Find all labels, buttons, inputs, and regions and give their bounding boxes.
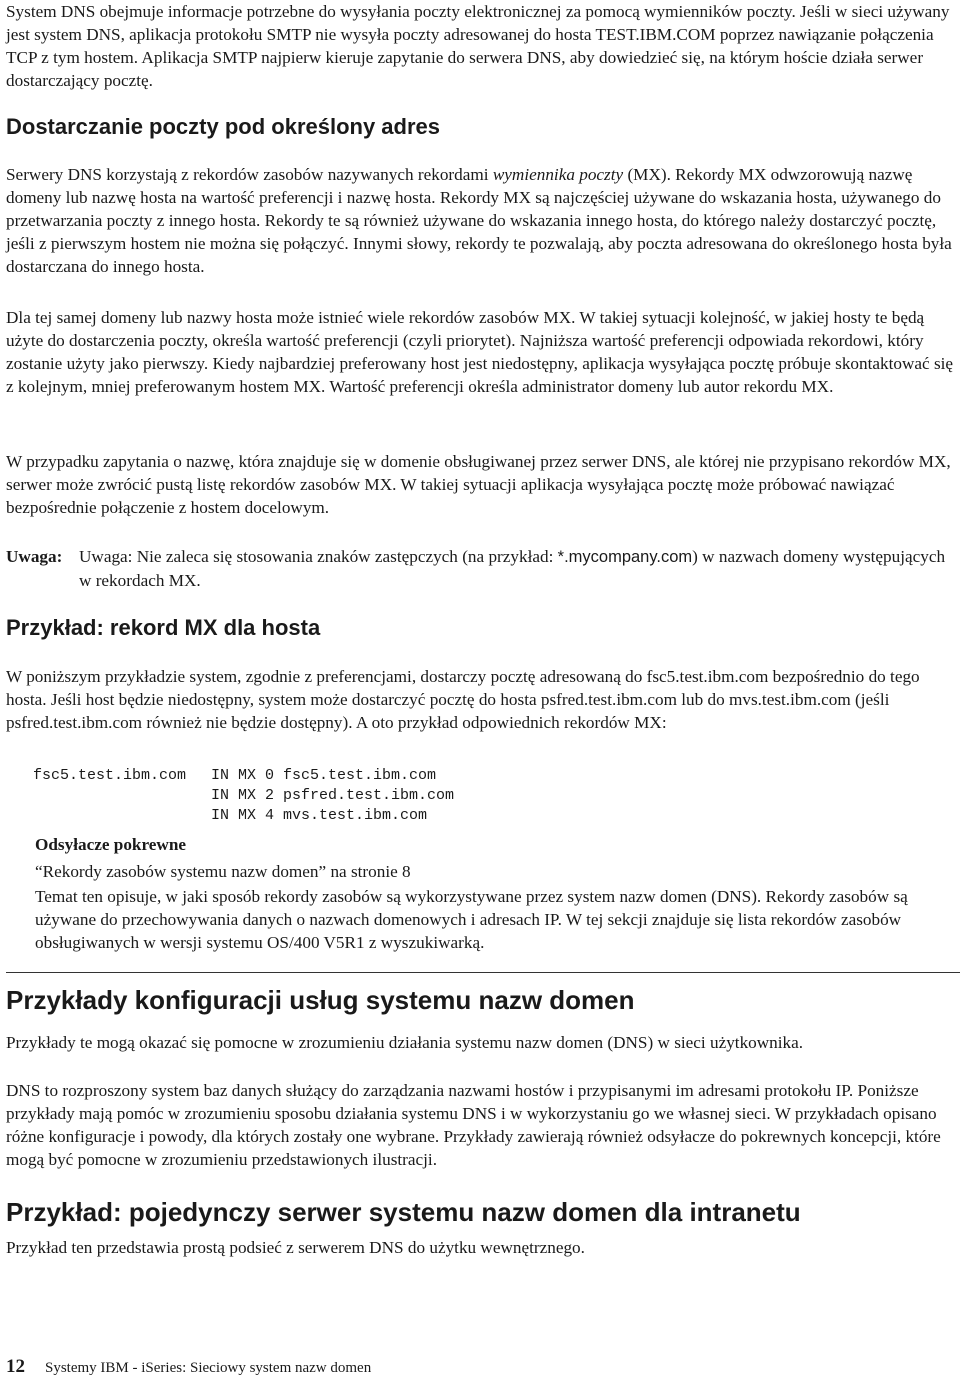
mx-p1-text-b: (MX). Rekordy MX odwzorowują nazwę domeny lub nazwę hosta na wartość preferencji i nazwę hosta. Rekordy MX są najczęściej używane do wskazania hosta, używanego do przetwarzania poczty z innego hosta. Rekordy te są również używane do wskazania innego hosta, do którego należy dostarczyć pocztę, jeśli z pierwszym hostem nie można się połączyć. Innymi słowy, rekordy te pozwalają, aby poczta adresowana do określonego hosta była dostarczana do innego hosta.	[6, 165, 952, 276]
note-text-b: ) w nazwach domeny występujących w rekordach MX.	[79, 547, 946, 590]
note-text-a: Uwaga: Nie zaleca się stosowania znaków zastępczych (na przykład:	[79, 547, 558, 566]
book-title: Systemy IBM - iSeries: Sieciowy system nazw domen	[45, 1360, 372, 1376]
page-footer	[6, 1356, 371, 1378]
related-link-resource-records[interactable]	[35, 860, 956, 883]
code-mx-records: IN MX 0 fsc5.test.ibm.com IN MX 2 psfred.test.ibm.com IN MX 4 mvs.test.ibm.com	[211, 767, 455, 824]
mx-p1-text-a: Serwery DNS korzystają z rekordów zasobów nazywanych rekordami	[6, 165, 493, 184]
note-text	[79, 545, 956, 592]
config-paragraph-2: DNS to rozproszony system baz danych służący do zarządzania nazwami hostów i przypisanymi im adresami protokołu IP. Poniższe przykłady mają pomóc w zrozumieniu sposobu działania systemu DNS i w wykorzystaniu go we własnej sieci. W przykładach opisano różne konfiguracje i powody, dla których zostały one wybrane. Przykłady zawierają również odsyłacze do pokrewnych koncepcji, które mogą być pomocne w zrozumieniu przedstawionych ilustracji.	[6, 1081, 941, 1169]
related-link-description: Temat ten opisuje, w jaki sposób rekordy zasobów są wykorzystywane przez system nazw domen (DNS). Rekordy zasobów są używane do przechowywania danych o nazwach domenowych i adresach IP. W tej sekcji znajduje się lista rekordów zasobów obsługiwanych w wersji systemu OS/400 V5R1 z wyszukiwarką.	[35, 887, 908, 952]
section-heading-config-examples: Przykłady konfiguracji usług systemu nazw domen	[6, 985, 635, 1015]
section-heading-mx-example: Przykład: rekord MX dla hosta	[6, 615, 321, 640]
section-divider	[6, 972, 960, 973]
config-paragraph-1: Przykłady te mogą okazać się pomocne w zrozumieniu działania systemu nazw domen (DNS) w sieci użytkownika.	[6, 1033, 804, 1052]
example-paragraph: W poniższym przykładzie system, zgodnie z preferencjami, dostarczy pocztę adresowaną do fsc5.test.ibm.com bezpośrednio do tego hosta. Jeśli host będzie niedostępny, system może dostarczyć pocztę do hosta psfred.test.ibm.com lub do mvs.test.ibm.com (jeśli psfred.test.ibm.com również nie będzie dostępny). A oto przykład odpowiednich rekordów MX:	[6, 667, 920, 732]
note-wildcard-example: *.mycompany.com	[557, 548, 693, 566]
mx-paragraph-2: Dla tej samej domeny lub nazwy hosta może istnieć wiele rekordów zasobów MX. W takiej sytuacji kolejność, w jakiej hosty te będą użyte do dostarczenia poczty, określa wartość preferencji (czyli priorytet). Najniższa wartość preferencji odpowiada rekordowi, który zostanie użyty jako pierwszy. Kiedy najbardziej preferowany host jest niedostępny, aplikacja wysyłająca pocztę próbuje skontaktować się z kolejnym, mniej preferowanym hostem MX. Wartość preferencji określa administrator domeny lub autor rekordu MX.	[6, 308, 954, 396]
note-label: Uwaga:	[6, 547, 63, 566]
page-number: 12	[6, 1356, 25, 1377]
section-heading-single-server: Przykład: pojedynczy serwer systemu nazw domen dla intranetu	[6, 1197, 801, 1227]
single-server-paragraph: Przykład ten przedstawia prostą podsieć z serwerem DNS do użytku wewnętrznego.	[6, 1238, 585, 1257]
related-links-heading: Odsyłacze pokrewne	[35, 835, 187, 854]
mx-p1-emphasis: wymiennika poczty	[492, 165, 624, 184]
section-heading-mx-delivery: Dostarczanie poczty pod określony adres	[6, 114, 441, 139]
code-host: fsc5.test.ibm.com	[33, 767, 187, 784]
mx-paragraph-1	[6, 163, 956, 278]
intro-paragraph: System DNS obejmuje informacje potrzebne do wysyłania poczty elektronicznej za pomocą wymienników poczty. Jeśli w sieci używany jest system DNS, aplikacja protokołu SMTP nie wysyła poczty adresowanej do hosta TEST.IBM.COM poprzez nawiązanie połączenia TCP z tym hostem. Aplikacja SMTP najpierw kieruje zapytanie do serwera DNS, aby dowiedzieć się, na którym hoście działa serwer dostarczający pocztę.	[6, 2, 950, 90]
mx-paragraph-3: W przypadku zapytania o nazwę, która znajduje się w domenie obsługiwanej przez serwer DNS, ale której nie przypisano rekordów MX, serwer może zwrócić pustą listę rekordów zasobów MX. W takiej sytuacji aplikacja wysyłająca pocztę może próbować nawiązać bezpośrednie połączenie z hostem docelowym.	[6, 452, 951, 517]
related-link-text[interactable]: “Rekordy zasobów systemu nazw domen” na stronie 8	[35, 862, 411, 881]
